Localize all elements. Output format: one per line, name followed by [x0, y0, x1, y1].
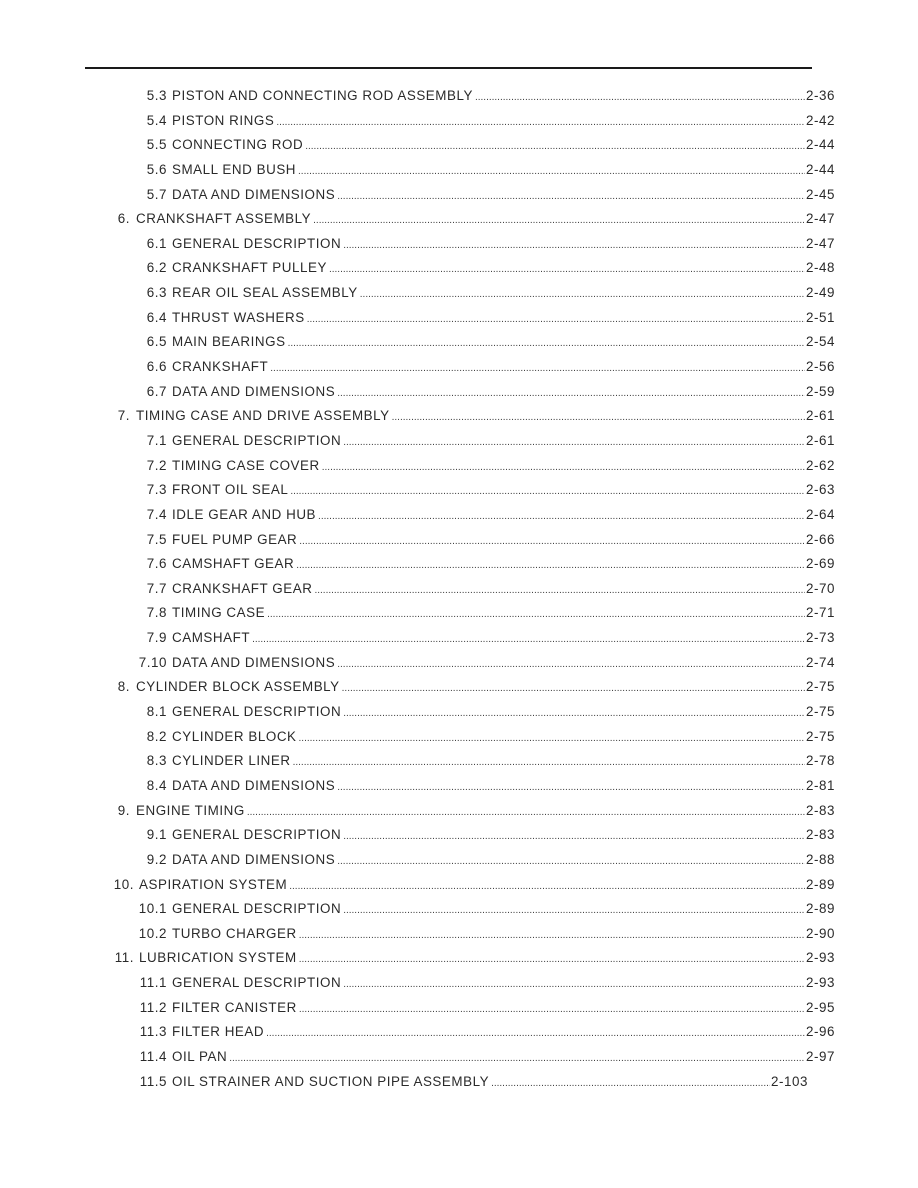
- toc-entry-line: [172, 88, 835, 103]
- toc-entry-line: [172, 236, 835, 251]
- toc-entry-page: 2-89: [805, 901, 835, 917]
- toc-entry[interactable]: [0, 748, 918, 773]
- toc-entry[interactable]: [0, 1019, 918, 1044]
- toc-entry-page: 2-75: [805, 704, 835, 720]
- toc-entry-line: [136, 408, 835, 423]
- toc-entry-line: [172, 729, 835, 744]
- toc-entry-page: 2-95: [805, 999, 835, 1015]
- toc-entry-page: 2-44: [805, 137, 835, 153]
- toc-entry-title: REAR OIL SEAL ASSEMBLY: [172, 285, 358, 301]
- toc-entry-number: 11.2: [139, 999, 167, 1015]
- dot-leader: [337, 782, 805, 793]
- dot-leader: [491, 1078, 770, 1089]
- dot-leader: [318, 511, 805, 522]
- toc-entry-line: [172, 827, 835, 842]
- toc-entry[interactable]: [0, 674, 918, 699]
- toc-entry[interactable]: [0, 255, 918, 280]
- dot-leader: [475, 92, 805, 103]
- toc-entry-title: GENERAL DESCRIPTION: [172, 901, 342, 917]
- toc-entry[interactable]: [0, 576, 918, 601]
- toc-entry-number: 7.: [117, 408, 130, 424]
- toc-entry-line: [172, 975, 835, 990]
- toc-entry-number: 8.4: [146, 777, 167, 793]
- toc-entry-number: 7.5: [146, 531, 167, 547]
- toc-entry-number: 7.4: [146, 506, 167, 522]
- toc-entry-page: 2-59: [805, 383, 835, 399]
- toc-entry-page: 2-83: [805, 827, 835, 843]
- toc-entry-page: 2-93: [805, 975, 835, 991]
- toc-entry-title: FUEL PUMP GEAR: [172, 531, 298, 547]
- toc-entry-title: TIMING CASE: [172, 605, 266, 621]
- toc-entry-line: [172, 605, 835, 620]
- toc-entry-line: [172, 482, 835, 497]
- toc-entry-number: 7.10: [138, 654, 167, 670]
- toc-entry[interactable]: [0, 132, 918, 157]
- toc-entry-page: 2-56: [805, 359, 835, 375]
- toc-entry[interactable]: [0, 970, 918, 995]
- dot-leader: [343, 905, 805, 916]
- dot-leader: [343, 708, 805, 719]
- dot-leader: [299, 536, 805, 547]
- dot-leader: [337, 388, 805, 399]
- toc-entry[interactable]: [0, 650, 918, 675]
- toc-entry-page: 2-97: [805, 1048, 835, 1064]
- toc-entry-line: [172, 310, 835, 325]
- toc-entry-number: 11.5: [139, 1073, 167, 1089]
- toc-entry-number: 10.2: [138, 925, 167, 941]
- dot-leader: [343, 437, 805, 448]
- toc-entry-title: GENERAL DESCRIPTION: [172, 827, 342, 843]
- dot-leader: [299, 954, 805, 965]
- toc-entry[interactable]: [0, 280, 918, 305]
- toc-entry-page: 2-61: [805, 408, 835, 424]
- toc-entry-line: [172, 334, 835, 349]
- toc-entry[interactable]: [0, 206, 918, 231]
- toc-entry-title: GENERAL DESCRIPTION: [172, 235, 342, 251]
- toc-entry-title: TURBO CHARGER: [172, 925, 297, 941]
- toc-entry[interactable]: [0, 896, 918, 921]
- toc-entry-title: GENERAL DESCRIPTION: [172, 704, 342, 720]
- toc-entry-line: [172, 704, 835, 719]
- toc-entry-line: [172, 556, 835, 571]
- toc-entry-number: 9.2: [146, 851, 167, 867]
- dot-leader: [252, 634, 805, 645]
- toc-entry-title: CRANKSHAFT ASSEMBLY: [136, 211, 312, 227]
- toc-entry-line: [172, 532, 835, 547]
- toc-entry-number: 11.4: [139, 1048, 167, 1064]
- toc-entry-number: 11.1: [139, 975, 167, 991]
- toc-entry-page: 2-93: [805, 950, 835, 966]
- toc-entry-number: 7.3: [146, 482, 167, 498]
- toc-entry-line: [172, 753, 835, 768]
- dot-leader: [293, 757, 805, 768]
- dot-leader: [288, 338, 805, 349]
- toc-entry-title: TIMING CASE AND DRIVE ASSEMBLY: [136, 408, 390, 424]
- toc-entry-number: 9.: [117, 802, 130, 818]
- toc-entry-line: [172, 162, 835, 177]
- toc-entry-page: 2-90: [805, 925, 835, 941]
- toc-entry-line: [172, 926, 835, 941]
- toc-entry-number: 5.3: [146, 88, 167, 103]
- toc-entry-line: [172, 1000, 835, 1015]
- toc-entry-title: DATA AND DIMENSIONS: [172, 654, 336, 670]
- toc-entry-number: 6.6: [146, 359, 167, 375]
- toc-entry-line: [172, 187, 835, 202]
- dot-leader: [298, 166, 805, 177]
- toc-entry-page: 2-61: [805, 432, 835, 448]
- dot-leader: [314, 585, 805, 596]
- toc-entry-title: CRANKSHAFT: [172, 359, 269, 375]
- toc-entry[interactable]: [0, 527, 918, 552]
- toc-entry-line: [172, 384, 835, 399]
- toc-entry[interactable]: [0, 798, 918, 823]
- dot-leader: [296, 560, 805, 571]
- toc-entry-number: 8.: [117, 679, 130, 695]
- header-rule: [85, 67, 812, 69]
- toc-entry[interactable]: [0, 1069, 918, 1094]
- toc-entry-line: [172, 778, 835, 793]
- toc-entry-line: [139, 877, 835, 892]
- toc-entry-title: ENGINE TIMING: [136, 802, 245, 818]
- dot-leader: [337, 856, 805, 867]
- dot-leader: [343, 831, 805, 842]
- toc-entry-page: 2-45: [805, 186, 835, 202]
- toc-entry[interactable]: [0, 329, 918, 354]
- toc-entry-page: 2-75: [805, 728, 835, 744]
- dot-leader: [229, 1053, 805, 1064]
- toc-entry[interactable]: [0, 231, 918, 256]
- toc-entry-title: CAMSHAFT GEAR: [172, 556, 295, 572]
- toc-entry-page: 2-103: [771, 1073, 808, 1089]
- toc-entry-line: [172, 507, 835, 522]
- toc-entry-number: 7.6: [146, 556, 167, 572]
- toc-entry-title: GENERAL DESCRIPTION: [172, 432, 342, 448]
- toc-entry-page: 2-81: [805, 777, 835, 793]
- toc-entry-page: 2-96: [805, 1024, 835, 1040]
- toc-entry-page: 2-78: [805, 753, 835, 769]
- toc-entry-page: 2-51: [805, 309, 835, 325]
- toc-entry-page: 2-69: [805, 556, 835, 572]
- dot-leader: [305, 141, 805, 152]
- toc-entry-page: 2-62: [805, 457, 835, 473]
- toc-entry-title: DATA AND DIMENSIONS: [172, 777, 336, 793]
- toc-entry-number: 11.3: [139, 1024, 167, 1040]
- toc-entry-line: [172, 285, 835, 300]
- toc-entry-line: [172, 260, 835, 275]
- toc-entry-number: 6.: [117, 211, 130, 227]
- toc-entry-title: FRONT OIL SEAL: [172, 482, 289, 498]
- toc-entry-number: 7.7: [146, 580, 167, 596]
- toc-entry-page: 2-49: [805, 285, 835, 301]
- toc-entry-line: [136, 679, 835, 694]
- toc-entry[interactable]: [0, 403, 918, 428]
- toc-entry-page: 2-70: [805, 580, 835, 596]
- toc-entry-number: 8.2: [146, 728, 167, 744]
- toc-entry-page: 2-88: [805, 851, 835, 867]
- toc-entry-line: [172, 581, 835, 596]
- dot-leader: [270, 363, 805, 374]
- dot-leader: [337, 659, 805, 670]
- toc-entry-number: 7.1: [146, 432, 167, 448]
- toc-entry-number: 6.4: [146, 309, 167, 325]
- toc-entry-page: 2-66: [805, 531, 835, 547]
- toc-entry-number: 6.2: [146, 260, 167, 276]
- dot-leader: [276, 117, 805, 128]
- toc-entry-title: OIL PAN: [172, 1048, 228, 1064]
- toc-entry-page: 2-48: [805, 260, 835, 276]
- toc-entry-number: 7.8: [146, 605, 167, 621]
- toc-entry[interactable]: [0, 305, 918, 330]
- dot-leader: [290, 486, 805, 497]
- toc-entry[interactable]: [0, 872, 918, 897]
- toc-entry[interactable]: [0, 157, 918, 182]
- toc-entry-number: 6.1: [146, 235, 167, 251]
- toc-entry-title: THRUST WASHERS: [172, 309, 305, 325]
- toc-entry-page: 2-83: [805, 802, 835, 818]
- toc-entry-line: [136, 803, 835, 818]
- dot-leader: [392, 412, 805, 423]
- toc-entry[interactable]: [0, 995, 918, 1020]
- toc-entry-page: 2-71: [805, 605, 835, 621]
- toc-entry-title: CONNECTING ROD: [172, 137, 304, 153]
- toc-entry[interactable]: [0, 625, 918, 650]
- toc-entry[interactable]: [0, 379, 918, 404]
- toc-entry-title: DATA AND DIMENSIONS: [172, 851, 336, 867]
- toc-entry-title: CRANKSHAFT GEAR: [172, 580, 313, 596]
- dot-leader: [299, 733, 805, 744]
- toc-entry-title: ASPIRATION SYSTEM: [139, 876, 288, 892]
- toc-entry[interactable]: [0, 822, 918, 847]
- toc-entry-title: FILTER CANISTER: [172, 999, 297, 1015]
- toc-entry[interactable]: [0, 428, 918, 453]
- toc-entry-page: 2-89: [805, 876, 835, 892]
- dot-leader: [337, 191, 805, 202]
- dot-leader: [247, 807, 805, 818]
- toc-entry-line: [172, 137, 835, 152]
- dot-leader: [299, 1004, 805, 1015]
- dot-leader: [289, 881, 805, 892]
- toc-entry[interactable]: [0, 354, 918, 379]
- toc-entry[interactable]: [0, 108, 918, 133]
- toc-entry[interactable]: [0, 921, 918, 946]
- toc-entry[interactable]: [0, 847, 918, 872]
- toc-entry-page: 2-44: [805, 161, 835, 177]
- toc-entry-number: 5.7: [146, 186, 167, 202]
- toc-entry[interactable]: [0, 1044, 918, 1069]
- toc-entry-title: SMALL END BUSH: [172, 161, 297, 177]
- toc-entry-line: [172, 1074, 808, 1089]
- dot-leader: [266, 1028, 805, 1039]
- toc-entry-page: 2-64: [805, 506, 835, 522]
- toc-entry-line: [172, 433, 835, 448]
- toc-entry-page: 2-74: [805, 654, 835, 670]
- toc-entry-page: 2-42: [805, 112, 835, 128]
- toc-entry-title: FILTER HEAD: [172, 1024, 265, 1040]
- dot-leader: [299, 930, 805, 941]
- toc-entry-line: [172, 1024, 835, 1039]
- toc-entry-line: [172, 1049, 835, 1064]
- toc-entry-title: PISTON AND CONNECTING ROD ASSEMBLY: [172, 88, 473, 103]
- dot-leader: [360, 289, 805, 300]
- toc-entry-number: 8.1: [146, 704, 167, 720]
- toc-entry[interactable]: [0, 773, 918, 798]
- toc-entry-line: [139, 950, 835, 965]
- toc-entry-page: 2-47: [805, 235, 835, 251]
- dot-leader: [267, 609, 805, 620]
- toc-entry[interactable]: [0, 724, 918, 749]
- toc-entry-title: CYLINDER BLOCK: [172, 728, 297, 744]
- toc-entry-title: GENERAL DESCRIPTION: [172, 975, 342, 991]
- toc-entry-number: 5.6: [146, 161, 167, 177]
- toc-entry-title: CYLINDER LINER: [172, 753, 291, 769]
- toc-entry-line: [172, 901, 835, 916]
- toc-entry-title: DATA AND DIMENSIONS: [172, 383, 336, 399]
- toc-entry-title: LUBRICATION SYSTEM: [139, 950, 297, 966]
- toc-entry[interactable]: [0, 453, 918, 478]
- toc-entry-page: 2-73: [805, 630, 835, 646]
- dot-leader: [329, 264, 805, 275]
- toc-entry-title: MAIN BEARINGS: [172, 334, 286, 350]
- toc-entry[interactable]: [0, 699, 918, 724]
- dot-leader: [342, 683, 805, 694]
- toc-entry-title: CYLINDER BLOCK ASSEMBLY: [136, 679, 340, 695]
- toc-entry-page: 2-75: [805, 679, 835, 695]
- table-of-contents: [0, 83, 918, 1093]
- dot-leader: [343, 240, 805, 251]
- toc-entry-number: 9.1: [146, 827, 167, 843]
- toc-entry[interactable]: [0, 551, 918, 576]
- toc-entry[interactable]: [0, 83, 918, 108]
- toc-entry-title: DATA AND DIMENSIONS: [172, 186, 336, 202]
- toc-entry-line: [172, 630, 835, 645]
- toc-entry[interactable]: [0, 477, 918, 502]
- toc-entry-page: 2-47: [805, 211, 835, 227]
- dot-leader: [313, 215, 805, 226]
- toc-entry-number: 8.3: [146, 753, 167, 769]
- toc-entry[interactable]: [0, 502, 918, 527]
- dot-leader: [322, 462, 805, 473]
- toc-entry-number: 5.5: [146, 137, 167, 153]
- toc-entry-number: 6.5: [146, 334, 167, 350]
- toc-entry-number: 7.2: [146, 457, 167, 473]
- dot-leader: [343, 979, 805, 990]
- toc-entry-number: 11.: [114, 950, 134, 966]
- toc-entry-number: 5.4: [146, 112, 167, 128]
- dot-leader: [307, 314, 805, 325]
- toc-entry-line: [172, 655, 835, 670]
- toc-entry-line: [172, 359, 835, 374]
- toc-entry[interactable]: [0, 945, 918, 970]
- toc-entry-title: OIL STRAINER AND SUCTION PIPE ASSEMBLY: [172, 1073, 490, 1089]
- toc-entry-number: 6.7: [146, 383, 167, 399]
- toc-entry-number: 7.9: [146, 630, 167, 646]
- toc-entry-line: [136, 211, 835, 226]
- toc-entry-title: TIMING CASE COVER: [172, 457, 320, 473]
- toc-entry-page: 2-54: [805, 334, 835, 350]
- toc-entry-title: IDLE GEAR AND HUB: [172, 506, 317, 522]
- toc-entry-title: CAMSHAFT: [172, 630, 251, 646]
- toc-entry-number: 6.3: [146, 285, 167, 301]
- toc-entry-line: [172, 458, 835, 473]
- toc-entry[interactable]: [0, 600, 918, 625]
- toc-entry-title: CRANKSHAFT PULLEY: [172, 260, 327, 276]
- toc-entry-number: 10.1: [138, 901, 167, 917]
- toc-entry-page: 2-36: [805, 88, 835, 103]
- toc-entry-line: [172, 113, 835, 128]
- toc-entry[interactable]: [0, 182, 918, 207]
- toc-entry-page: 2-63: [805, 482, 835, 498]
- toc-entry-title: PISTON RINGS: [172, 112, 275, 128]
- toc-entry-line: [172, 852, 835, 867]
- toc-entry-number: 10.: [113, 876, 134, 892]
